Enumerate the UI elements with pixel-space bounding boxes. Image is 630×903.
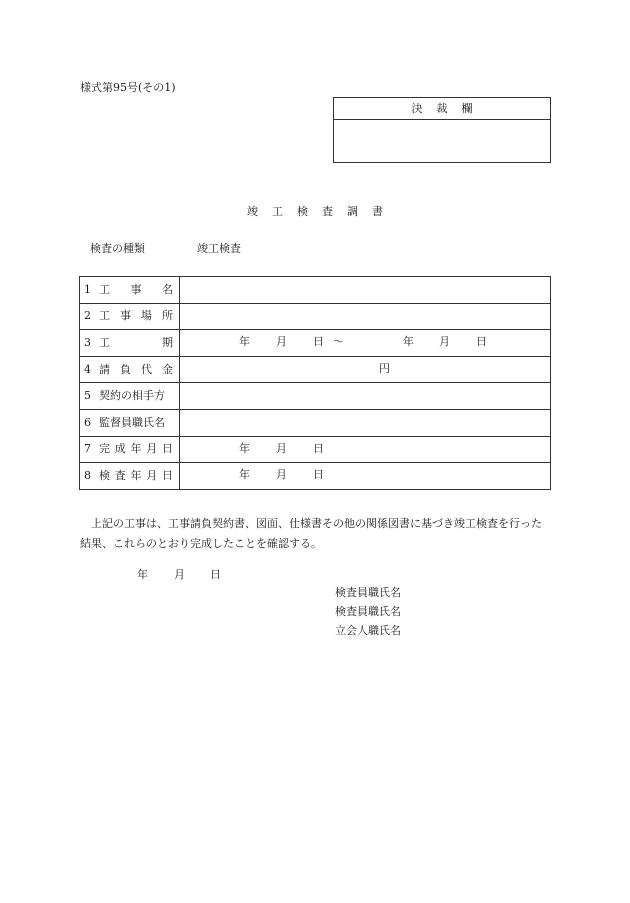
row-label bbox=[80, 383, 180, 410]
year-unit: 年 bbox=[239, 441, 250, 455]
project-name-field bbox=[180, 277, 551, 304]
witness-signature: 立会人職氏名 bbox=[335, 624, 401, 637]
row-number: 8 bbox=[84, 468, 91, 482]
form-number: 様式第95号(その1) bbox=[80, 81, 176, 94]
row-label-text: 工 期 bbox=[99, 335, 173, 349]
row-label bbox=[80, 330, 180, 357]
row-number: 3 bbox=[84, 335, 91, 349]
start-year-unit: 年 bbox=[239, 335, 250, 349]
row-label bbox=[80, 436, 180, 463]
document-title: 竣工検査調書 bbox=[247, 205, 397, 218]
table-row bbox=[80, 409, 551, 436]
inspection-type-label: 検査の種類 bbox=[90, 242, 145, 255]
row-label bbox=[80, 303, 180, 330]
supervisor-field bbox=[180, 409, 551, 436]
day-unit: 日 bbox=[313, 441, 324, 455]
end-day-unit: 日 bbox=[476, 335, 487, 349]
approval-box bbox=[333, 97, 551, 163]
table-row bbox=[80, 330, 551, 357]
day-unit: 日 bbox=[313, 468, 324, 482]
contractor-field bbox=[180, 383, 551, 410]
project-location-field bbox=[180, 303, 551, 330]
month-unit: 月 bbox=[276, 468, 287, 482]
month-unit: 月 bbox=[276, 441, 287, 455]
construction-period-field bbox=[180, 330, 551, 357]
start-day-unit: 日 bbox=[313, 335, 324, 349]
row-label bbox=[80, 463, 180, 490]
row-number: 5 bbox=[84, 389, 91, 403]
row-label-text: 検 査 年 月 日 bbox=[99, 468, 173, 482]
confirmation-statement: 上記の工事は、工事請負契約書、図面、仕様書その他の関係図書に基づき竣工検査を行った結果、これらのとおり完成したことを確認する。 bbox=[80, 517, 542, 550]
sign-year-unit: 年 bbox=[137, 568, 148, 581]
table-row bbox=[80, 436, 551, 463]
row-number: 2 bbox=[84, 309, 91, 323]
inspector-signature-2: 検査員職氏名 bbox=[335, 605, 401, 618]
contract-amount-field bbox=[180, 356, 551, 383]
row-label-text: 工 事 名 bbox=[99, 282, 173, 296]
project-info-table bbox=[79, 276, 551, 490]
sign-day-unit: 日 bbox=[210, 568, 221, 581]
row-label-text: 工 事 場 所 bbox=[99, 309, 173, 323]
year-unit: 年 bbox=[239, 468, 250, 482]
table-row bbox=[80, 303, 551, 330]
table-row bbox=[80, 463, 551, 490]
inspection-date-field bbox=[180, 463, 551, 490]
row-number: 6 bbox=[84, 415, 91, 429]
row-number: 7 bbox=[84, 442, 91, 456]
row-number: 1 bbox=[84, 282, 91, 296]
period-tilde: ～ bbox=[333, 335, 344, 349]
approval-header: 決裁欄 bbox=[334, 98, 550, 120]
completion-date-field bbox=[180, 436, 551, 463]
row-label-text: 契約の相手方 bbox=[99, 389, 165, 403]
table-row bbox=[80, 356, 551, 383]
end-year-unit: 年 bbox=[403, 335, 414, 349]
row-label bbox=[80, 356, 180, 383]
inspector-signature-1: 検査員職氏名 bbox=[335, 586, 401, 599]
table-row bbox=[80, 383, 551, 410]
row-label bbox=[80, 277, 180, 304]
yen-unit: 円 bbox=[379, 361, 390, 375]
end-month-unit: 月 bbox=[439, 335, 450, 349]
row-label bbox=[80, 409, 180, 436]
sign-month-unit: 月 bbox=[174, 568, 185, 581]
row-label-text: 監督員職氏名 bbox=[99, 415, 165, 429]
row-label-text: 請 負 代 金 bbox=[99, 362, 173, 376]
table-row bbox=[80, 277, 551, 304]
inspection-type-value: 竣工検査 bbox=[197, 242, 241, 255]
start-month-unit: 月 bbox=[276, 335, 287, 349]
row-label-text: 完 成 年 月 日 bbox=[99, 442, 173, 456]
row-number: 4 bbox=[84, 362, 91, 376]
